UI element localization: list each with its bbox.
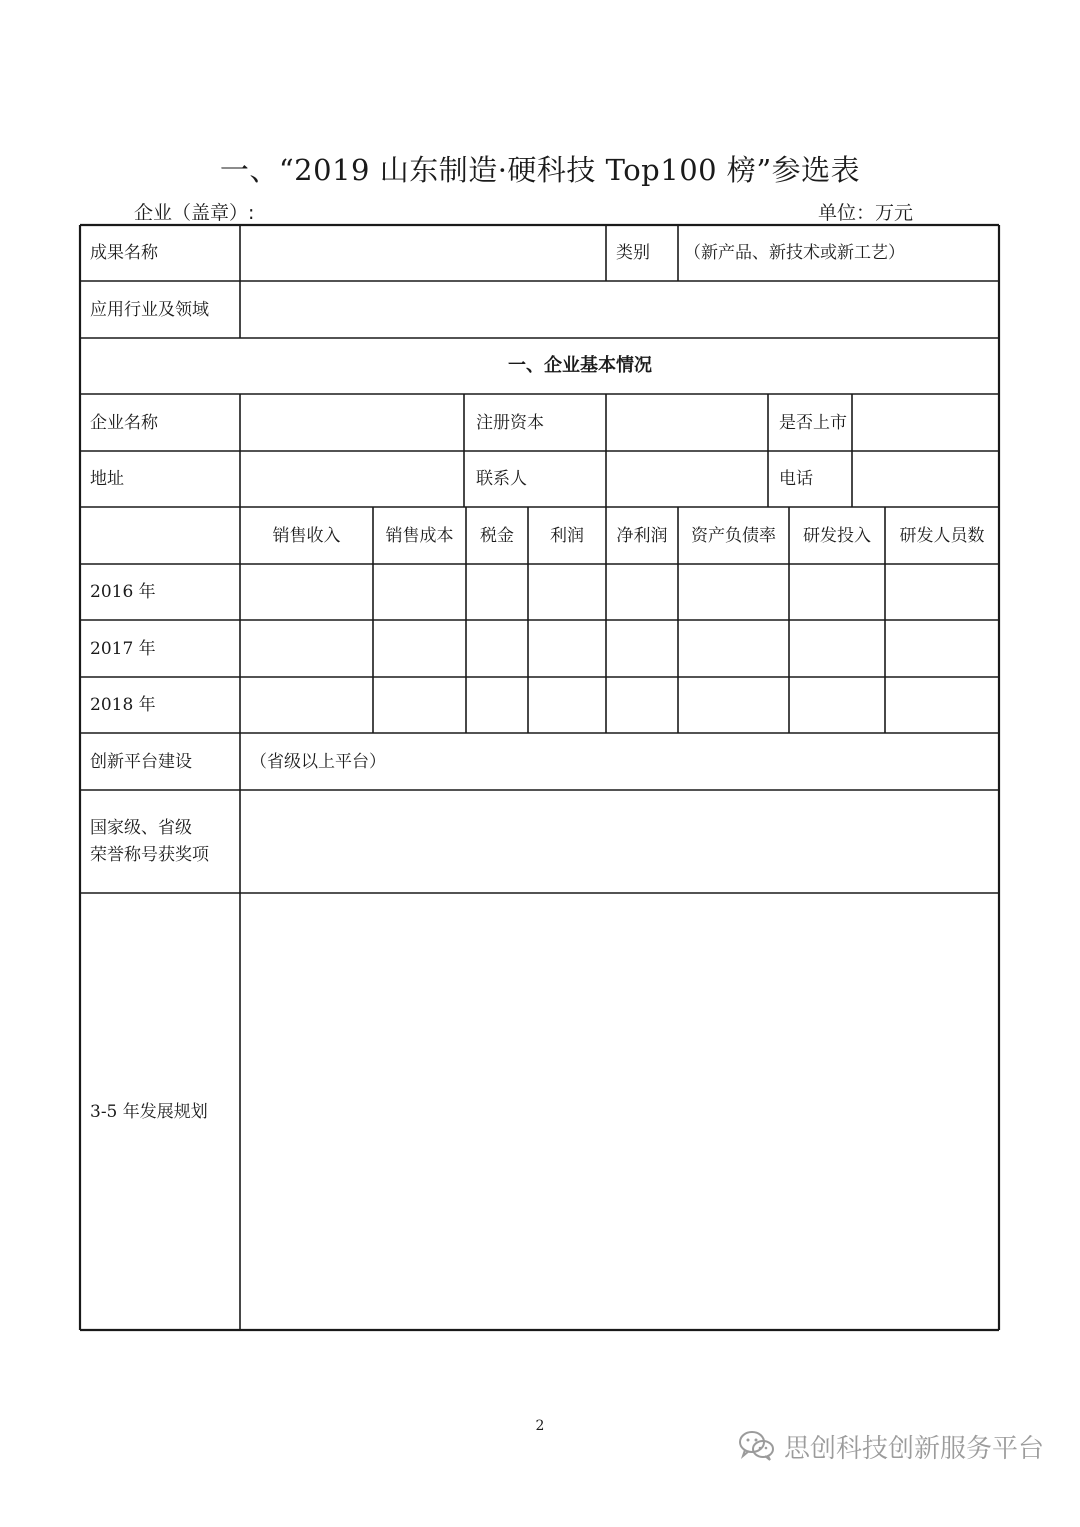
- address-label: 地址: [90, 469, 124, 489]
- financial-header: 净利润: [616, 526, 668, 546]
- financial-header: 利润: [550, 526, 584, 546]
- industry-label: 应用行业及领域: [90, 300, 209, 320]
- contact-label: 联系人: [476, 469, 527, 489]
- innovation-platform-hint: （省级以上平台）: [250, 752, 386, 772]
- year-label: 2018 年: [90, 695, 156, 715]
- financial-header: 销售成本: [385, 526, 454, 546]
- financial-header: 研发投入: [803, 526, 871, 546]
- listed-label: 是否上市: [779, 413, 847, 433]
- honors-label-line1: 国家级、省级: [90, 818, 192, 838]
- enterprise-seal-label: 企业（盖章）:: [134, 202, 255, 224]
- innovation-platform-label: 创新平台建设: [90, 752, 192, 772]
- company-name-label: 企业名称: [90, 413, 158, 433]
- watermark-text: 思创科技创新服务平台: [784, 1433, 1045, 1464]
- financial-header: 销售收入: [272, 526, 341, 546]
- page-number: 2: [535, 1418, 545, 1434]
- plan-label: 3-5 年发展规划: [90, 1102, 208, 1122]
- financial-header: 税金: [480, 526, 514, 546]
- year-label: 2017 年: [90, 639, 156, 659]
- financial-header: 研发人员数: [899, 526, 985, 546]
- form-title: 一、“2019 山东制造·硬科技 Top100 榜”参选表: [219, 153, 861, 187]
- phone-label: 电话: [779, 469, 813, 489]
- section-heading: 一、企业基本情况: [508, 355, 652, 376]
- honors-label-line2: 荣誉称号获奖项: [90, 845, 209, 865]
- year-label: 2016 年: [90, 582, 156, 602]
- registered-capital-label: 注册资本: [476, 413, 544, 433]
- unit-label: 单位：万元: [818, 202, 914, 224]
- financial-header: 资产负债率: [691, 526, 776, 546]
- achievement-name-label: 成果名称: [90, 243, 158, 263]
- wechat-icon: [738, 1430, 776, 1462]
- watermark: [738, 1426, 1044, 1466]
- category-label: 类别: [616, 243, 650, 263]
- category-hint: （新产品、新技术或新工艺）: [684, 243, 905, 263]
